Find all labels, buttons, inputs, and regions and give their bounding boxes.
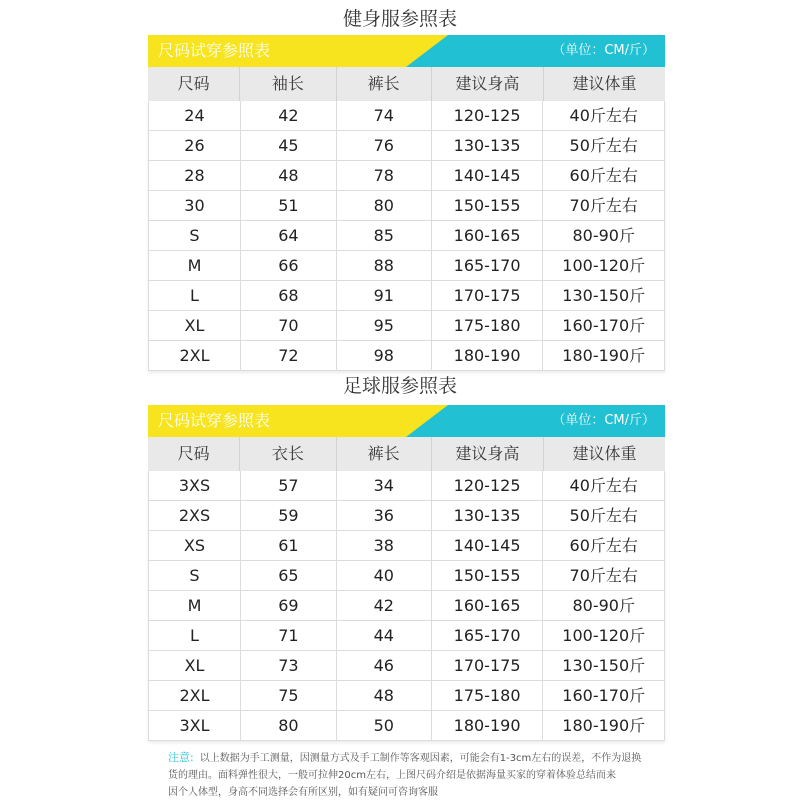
- table-banner: [148, 35, 665, 67]
- table-cell: 170-175: [432, 281, 544, 310]
- table-cell: 80: [337, 191, 432, 220]
- table-cell: 150-155: [432, 561, 544, 590]
- table-cell: 160-170斤: [562, 686, 646, 705]
- table-cell: 40: [337, 561, 432, 590]
- table-row: [149, 131, 664, 161]
- table-row: [149, 651, 664, 681]
- table-cell: 40斤左右: [569, 476, 638, 495]
- table-cell: 160-170斤: [562, 316, 646, 335]
- table-cell: S: [149, 221, 241, 250]
- table-cell: 3XS: [149, 471, 241, 500]
- size-table: [148, 405, 665, 741]
- table-cell: 120-125: [432, 471, 544, 500]
- table-cell: 61: [241, 531, 337, 560]
- table-header-row: [148, 67, 665, 101]
- table-cell: XL: [149, 311, 241, 340]
- table-cell: 51: [241, 191, 337, 220]
- table-cell: 59: [241, 501, 337, 530]
- table-cell: 120-125: [432, 101, 544, 130]
- table-row: [149, 501, 664, 531]
- table-row: [149, 311, 664, 341]
- table-row: [149, 561, 664, 591]
- table-row: [149, 531, 664, 561]
- table-cell: 76: [337, 131, 432, 160]
- banner-label: 尺码试穿参照表: [158, 41, 271, 60]
- table-cell: 130-150斤: [562, 286, 646, 305]
- table-cell: 130-135: [432, 131, 544, 160]
- table-cell: 180-190斤: [562, 716, 646, 735]
- table-cell: 140-145: [432, 161, 544, 190]
- header-cell: 建议体重: [572, 444, 637, 463]
- table-cell: 140-145: [432, 531, 544, 560]
- table-cell: 160-165: [432, 591, 544, 620]
- table-cell: 70: [241, 311, 337, 340]
- table-cell: 70斤左右: [569, 566, 638, 585]
- table-body: [148, 471, 665, 741]
- table-row: [149, 221, 664, 251]
- table-cell: 130-150斤: [562, 656, 646, 675]
- header-cell: 裤长: [337, 437, 432, 471]
- table-banner: [148, 405, 665, 437]
- table-cell: 2XL: [149, 341, 241, 370]
- table-cell: 30: [149, 191, 241, 220]
- header-cell: 尺码: [148, 67, 240, 101]
- table-cell: 80-90斤: [572, 226, 635, 245]
- table-cell: 160-165: [432, 221, 544, 250]
- table-cell: 42: [241, 101, 337, 130]
- table-cell: 175-180: [432, 311, 544, 340]
- table-cell: 34: [337, 471, 432, 500]
- table-cell: 73: [241, 651, 337, 680]
- table-row: [149, 101, 664, 131]
- table-cell: 165-170: [432, 251, 544, 280]
- table-cell: 75: [241, 681, 337, 710]
- table-cell: 2XL: [149, 681, 241, 710]
- table-cell: 170-175: [432, 651, 544, 680]
- table-cell: 2XS: [149, 501, 241, 530]
- table-cell: 64: [241, 221, 337, 250]
- table-cell: S: [149, 561, 241, 590]
- table-cell: 100-120斤: [562, 256, 646, 275]
- table-cell: 46: [337, 651, 432, 680]
- table-cell: 71: [241, 621, 337, 650]
- note-line: 货的理由。面料弹性很大，一般可拉伸20cm左右，上图尺码介绍是依据海量买家的穿着体验总结而来: [168, 770, 616, 781]
- unit-label: （单位：CM/斤）: [552, 413, 655, 428]
- table-cell: 150-155: [432, 191, 544, 220]
- table-cell: 28: [149, 161, 241, 190]
- table-cell: 100-120斤: [562, 626, 646, 645]
- table-cell: 68: [241, 281, 337, 310]
- note-line: 以上数据为手工测量，因测量方式及手工制作等客观因素，可能会有1-3cm左右的误差，不作为退换: [199, 753, 642, 764]
- table-cell: 70斤左右: [569, 196, 638, 215]
- table-title: 健身服参照表: [342, 8, 457, 30]
- table-cell: 180-190: [432, 711, 544, 740]
- table-row: [149, 711, 664, 741]
- table-cell: 36: [337, 501, 432, 530]
- table-cell: 48: [337, 681, 432, 710]
- disclaimer-note: [168, 749, 668, 801]
- table-cell: 44: [337, 621, 432, 650]
- table-cell: L: [149, 621, 241, 650]
- table-cell: 45: [241, 131, 337, 160]
- header-cell: 袖长: [240, 67, 336, 101]
- table-cell: 72: [241, 341, 337, 370]
- table-cell: 50斤左右: [569, 136, 638, 155]
- table-cell: 50: [337, 711, 432, 740]
- table-cell: 98: [337, 341, 432, 370]
- table-cell: 175-180: [432, 681, 544, 710]
- table-row: [149, 681, 664, 711]
- table-cell: 65: [241, 561, 337, 590]
- header-cell: 裤长: [337, 67, 432, 101]
- table-cell: 26: [149, 131, 241, 160]
- table-cell: 91: [337, 281, 432, 310]
- header-cell: 尺码: [148, 437, 240, 471]
- table-row: [149, 621, 664, 651]
- table-cell: 48: [241, 161, 337, 190]
- table-cell: M: [149, 591, 241, 620]
- table-cell: 38: [337, 531, 432, 560]
- table-cell: 80-90斤: [572, 596, 635, 615]
- table-row: [149, 161, 664, 191]
- header-cell: 建议身高: [432, 67, 544, 101]
- table-cell: 74: [337, 101, 432, 130]
- table-cell: 165-170: [432, 621, 544, 650]
- table-cell: 78: [337, 161, 432, 190]
- header-cell: 建议身高: [432, 437, 544, 471]
- table-row: [149, 191, 664, 221]
- table-cell: 50斤左右: [569, 506, 638, 525]
- table-cell: 180-190: [432, 341, 544, 370]
- table-cell: 130-135: [432, 501, 544, 530]
- table-cell: 57: [241, 471, 337, 500]
- table-cell: 40斤左右: [569, 106, 638, 125]
- table-row: [149, 251, 664, 281]
- table-cell: 180-190斤: [562, 346, 646, 365]
- table-body: [148, 101, 665, 371]
- table-cell: 88: [337, 251, 432, 280]
- unit-label: （单位：CM/斤）: [552, 43, 655, 58]
- table-cell: 85: [337, 221, 432, 250]
- note-label: 注意:: [168, 751, 194, 764]
- banner-label: 尺码试穿参照表: [158, 411, 271, 430]
- table-cell: 60斤左右: [569, 536, 638, 555]
- size-table: [148, 35, 665, 371]
- note-line: 因个人体型，身高不同选择会有所区别，如有疑问可咨询客服: [168, 787, 438, 798]
- table-cell: XL: [149, 651, 241, 680]
- table-cell: XS: [149, 531, 241, 560]
- table-row: [149, 471, 664, 501]
- table-row: [149, 341, 664, 371]
- table-cell: L: [149, 281, 241, 310]
- table-header-row: [148, 437, 665, 471]
- table-cell: 66: [241, 251, 337, 280]
- header-cell: 衣长: [240, 437, 336, 471]
- table-title: 足球服参照表: [342, 375, 457, 397]
- table-row: [149, 281, 664, 311]
- table-cell: 42: [337, 591, 432, 620]
- table-cell: 60斤左右: [569, 166, 638, 185]
- table-cell: 80: [241, 711, 337, 740]
- table-cell: 3XL: [149, 711, 241, 740]
- table-cell: 69: [241, 591, 337, 620]
- table-cell: 95: [337, 311, 432, 340]
- header-cell: 建议体重: [572, 74, 637, 93]
- table-row: [149, 591, 664, 621]
- table-cell: 24: [149, 101, 241, 130]
- table-cell: M: [149, 251, 241, 280]
